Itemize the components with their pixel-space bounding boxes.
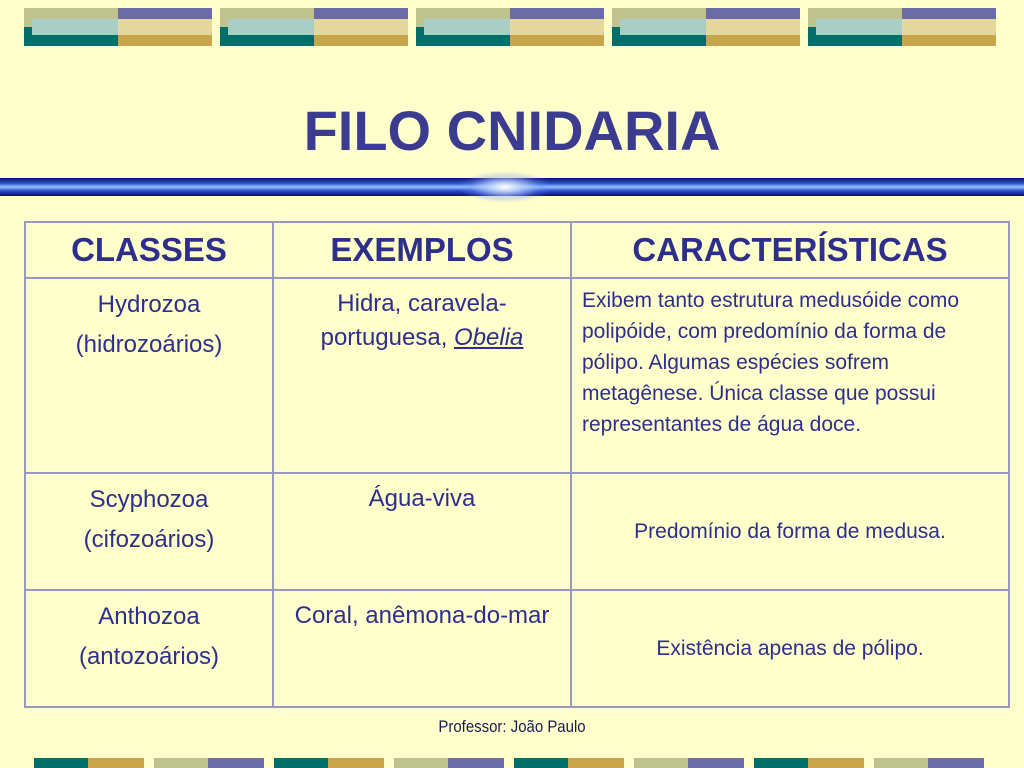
banner-block <box>612 8 800 46</box>
obelia-link[interactable]: Obelia <box>454 324 524 351</box>
banner-block <box>220 8 408 46</box>
header-examples: EXEMPLOS <box>273 222 571 278</box>
class-common-name: (cifozoários) <box>83 526 215 553</box>
examples-text: Hidra, caravela-portuguesa, <box>320 290 507 351</box>
table-header-row <box>25 222 1009 278</box>
examples-text: Coral, anêmona-do-mar <box>294 602 550 629</box>
page-title: FILO CNIDARIA <box>303 99 721 162</box>
bottom-decorative-banner <box>34 758 990 768</box>
top-decorative-banner <box>24 8 1000 46</box>
examples-cell <box>273 473 571 590</box>
table-row <box>25 278 1009 473</box>
class-common-name: (hidrozoários) <box>75 331 223 358</box>
class-cell <box>25 278 273 473</box>
banner-block <box>416 8 604 46</box>
class-name: Scyphozoa <box>89 486 209 513</box>
footer-professor: Professor: João Paulo <box>438 717 586 736</box>
table-row <box>25 590 1009 707</box>
cnidaria-table <box>24 221 1010 708</box>
banner-block <box>24 8 212 46</box>
table-row <box>25 473 1009 590</box>
divider-glow <box>460 172 550 202</box>
examples-cell <box>273 278 571 473</box>
examples-text: Água-viva <box>368 485 476 512</box>
characteristics-cell: Predomínio da forma de medusa. <box>571 473 1009 590</box>
class-name: Hydrozoa <box>97 291 201 318</box>
class-cell <box>25 590 273 707</box>
characteristics-cell: Exibem tanto estrutura medusóide como polipóide, com predomínio da forma de pólipo. Algumas espécies sofrem metagênese. Única classe que possui representantes de água doce. <box>571 278 1009 473</box>
header-characteristics: CARACTERÍSTICAS <box>571 222 1009 278</box>
class-common-name: (antozoários) <box>78 643 220 670</box>
header-classes: CLASSES <box>25 222 273 278</box>
banner-block <box>808 8 996 46</box>
class-cell <box>25 473 273 590</box>
class-name: Anthozoa <box>98 603 200 630</box>
characteristics-cell: Existência apenas de pólipo. <box>571 590 1009 707</box>
examples-cell <box>273 590 571 707</box>
